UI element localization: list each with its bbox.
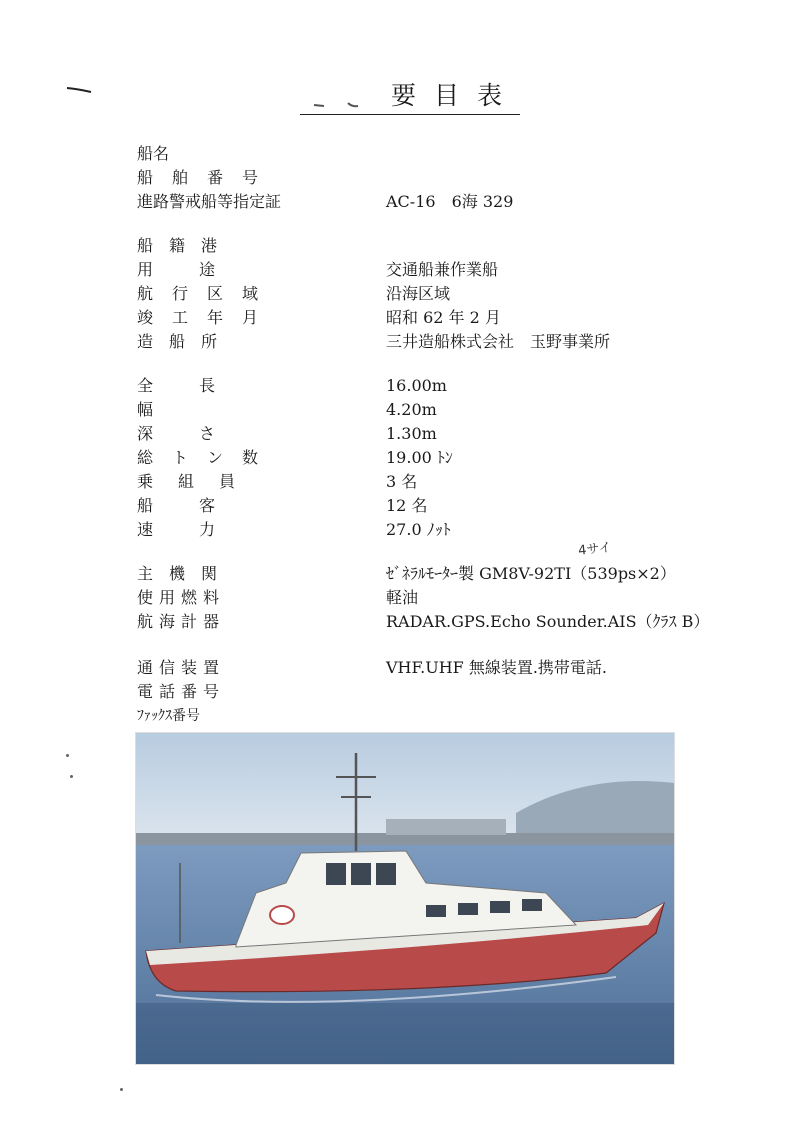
spec-label-text: 速力 [137,520,262,539]
funnel-emblem [270,906,294,924]
spec-row-gross-tonnage [0,446,800,470]
spec-label-text: ﾌｧｯｸｽ番号 [137,708,200,724]
spec-value: 交通船兼作業船 [386,260,499,279]
spec-label [137,470,277,494]
spec-label-text: 竣工年月 [137,308,278,327]
spec-value: VHF.UHF 無線装置.携帯電話. [386,658,608,677]
cabin-window [351,863,371,885]
spec-row-speed [0,518,800,542]
spec-label [137,494,262,518]
spec-value: 4.20m [386,400,437,419]
spec-label [137,704,275,728]
spec-value: 1.30m [386,424,437,443]
spec-row-port-of-registry [0,234,800,258]
spec-label [137,518,262,542]
spec-value: 軽油 [386,588,419,607]
spec-row-ship-number [0,166,800,190]
spec-row-ship-name [0,142,800,166]
spec-label-text: 船客 [137,496,262,515]
spec-label-text: 通信装置 [137,658,226,677]
spec-label-text: 幅 [137,400,154,419]
cabin-window [376,863,396,885]
spec-row-passengers [0,494,800,518]
spec-label [137,446,277,470]
boat-reflection [136,1003,674,1064]
spec-row-navigation-area [0,282,800,306]
spec-value: 27.0 ﾉｯﾄ [386,520,451,539]
spec-row-navigation-instruments [0,610,800,634]
spec-row-depth [0,422,800,446]
cabin-window [426,905,446,917]
vessel-photo [135,732,675,1065]
spec-row-shipyard [0,330,800,354]
spec-row-fax-number [0,704,800,728]
spec-value: 昭和 62 年 2 月 [386,308,501,327]
spec-label [137,422,262,446]
document-title: 要目表 [300,82,520,115]
spec-row-fuel [0,586,800,610]
spec-label-text: 進路警戒船等指定証 [137,192,282,211]
spec-row-purpose [0,258,800,282]
spec-row-breadth [0,398,800,422]
spec-label-text: 船舶番号 [137,168,278,187]
spec-value: 12 名 [386,496,428,515]
spec-value: 19.00 ﾄﾝ [386,448,453,467]
spec-label [137,306,277,330]
spec-label-text: 乗組員 [137,472,261,491]
spec-row-certificate [0,190,800,214]
distant-building [386,819,506,835]
spec-row-communication-equipment [0,656,800,680]
spec-value: AC-16 6海 329 [386,192,514,211]
spec-value: 三井造船株式会社 玉野事業所 [386,332,611,351]
spec-label-text: 総トン数 [137,448,278,467]
spec-label [137,398,275,422]
cabin-window [522,899,542,911]
spec-row-completion-date [0,306,800,330]
spec-label [137,234,247,258]
scan-speck [120,1088,123,1091]
spec-row-length [0,374,800,398]
scan-speck [70,775,73,778]
spec-label [137,374,262,398]
cabin-window [326,863,346,885]
cabin-window [490,901,510,913]
spec-label-text: 電話番号 [137,682,226,701]
spec-value: ｾﾞﾈﾗﾙﾓｰﾀｰ製 GM8V-92TI（539ps×2） [386,564,676,583]
spec-label [137,282,277,306]
spec-row-phone-number [0,680,800,704]
vessel-illustration [136,733,674,1064]
spec-label-text: 航行区域 [137,284,278,303]
spec-label-text: 船名 [137,144,170,163]
spec-value: 3 名 [386,472,418,491]
handwritten-note: 4サイ [577,540,613,559]
spec-value: 16.00m [386,376,447,395]
spec-label-text: 造船所 [137,332,234,351]
spec-row-crew [0,470,800,494]
spec-label-text: 全長 [137,376,262,395]
spec-label-text: 使用燃料 [137,588,226,607]
spec-value: 沿海区域 [386,284,451,303]
spec-label [137,680,277,704]
spec-label-text: 用途 [137,260,262,279]
spec-label [137,610,277,634]
spec-label [137,562,247,586]
spec-value: RADAR.GPS.Echo Sounder.AIS（ｸﾗｽ B） [386,612,710,631]
spec-label [137,190,282,214]
spec-label [137,656,277,680]
stray-pen-mark [66,86,92,94]
spec-label [137,330,247,354]
spec-label-text: 航海計器 [137,612,226,631]
spec-label [137,142,209,166]
spec-label-text: 船籍港 [137,236,234,255]
spec-label-text: 深さ [137,424,262,443]
spec-label [137,586,277,610]
spec-label [137,258,262,282]
spec-label-text: 主機関 [137,564,234,583]
spec-label [137,166,277,190]
cabin-window [458,903,478,915]
scan-speck [66,754,69,757]
spec-row-main-engine [0,562,800,586]
